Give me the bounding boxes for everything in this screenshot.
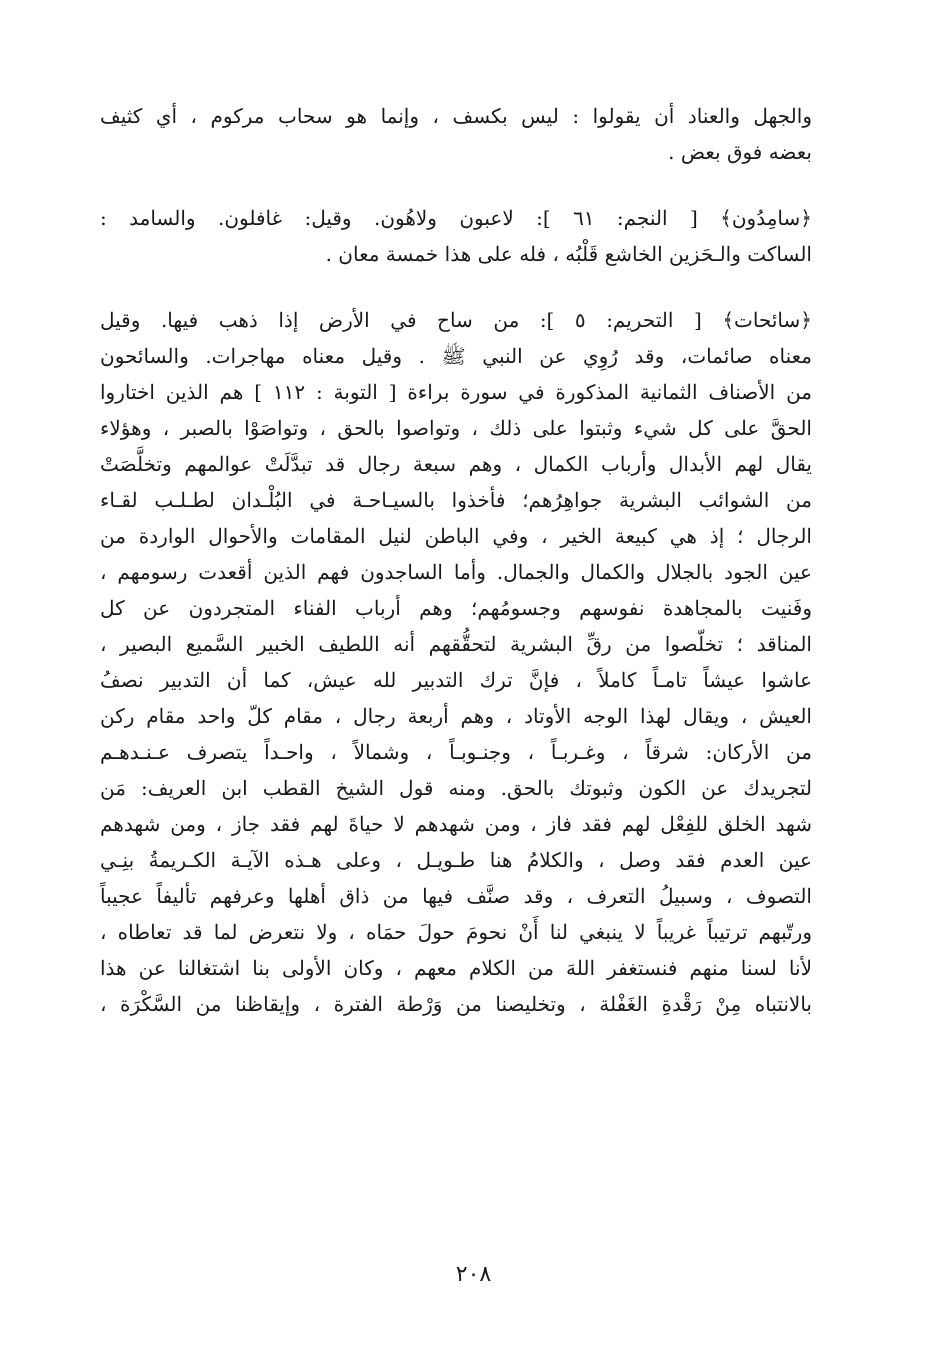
text-line: وفَنيت بالمجاهدة نفوسهم وجسومُهم؛ وهم أرباب الفناء المتجردون عن كل — [100, 596, 812, 620]
text-line: معناه صائمات، وقد رُوِي عن النبي ﷺ . وقيل معناه مهاجرات. والسائحون — [100, 344, 812, 368]
text-line: التصوف ، وسبيلُ التعرف ، وقد صنَّف فيها من ذاق أهلها وعرفهم تأليفاً عجيباً — [100, 884, 812, 908]
text-line: بالانتباه مِنْ رَقْدةِ الغَفْلة ، وتخليصنا من وَرْطة الفترة ، وإيقاظنا من السَّكْرَة ، — [100, 992, 812, 1016]
text-line: الرجال ؛ إذ هي كبيعة الخير ، وفي الباطن لنيل المقامات والأحوال الواردة من — [100, 524, 812, 548]
text-line: شهد الخلق للفِعْل لهم فقد فاز ، ومن شهدهم لا حياةَ لهم فقد جاز ، ومن شهدهم — [100, 812, 812, 836]
text-line: ورتّبهم ترتيباً غريباً لا ينبغي لنا أَنْ نحومَ حولَ حمَاه ، ولا نتعرض لما قد تعاطاه ، — [100, 920, 812, 944]
text-line: لأنا لسنا منهم فنستغفر اللهَ من الكلام معهم ، وكان الأولى بنا اشتغالنا عن هذا — [100, 956, 812, 980]
text-line: عين الجود بالجلال والكمال والجمال. وأما الساجدون فهم الذين أقعدت رسومهم ، — [100, 560, 812, 584]
text-line: من الشوائب البشرية جواهِرُهم؛ فأخذوا بالسيـاحـة في البُلْـدان لطـلـب لقـاء — [100, 488, 812, 512]
text-line: والجهل والعناد أن يقولوا : ليس بكسف ، وإنما هو سحاب مركوم ، أي كثيف — [100, 104, 812, 128]
text-line: الحقَّ على كل شيء وثبتوا على ذلك ، وتواصوا بالحق ، وتواصَوْا بالصبر ، وهؤلاء — [100, 416, 812, 440]
text-line: ﴿سائحات﴾ [ التحريم: ٥ ]: من ساح في الأرض إذا ذهب فيها. وقيل — [100, 308, 812, 332]
text-line: من الأركان: شرقاً ، وغـربـاً ، وجنـوبـاً ، وشمالاً ، واحـداً يتصرف عـنـدهـم — [100, 740, 812, 764]
text-line: من الأصناف الثمانية المذكورة في سورة براءة [ التوبة : ١١٢ ] هم الذين اختاروا — [100, 380, 812, 404]
text-line: العيش ، ويقال لهذا الوجه الأوتاد ، وهم أربعة رجال ، مقام كلّ واحد مقام ركن — [100, 704, 812, 728]
body-text — [100, 98, 812, 1022]
text-line: عاشوا عيشاً تامـاً كاملاً ، فإنَّ ترك التدبير لله عيش، كما أن التدبير نصفُ — [100, 668, 812, 692]
paragraph — [100, 200, 812, 272]
text-line: بعضه فوق بعض . — [668, 140, 812, 164]
text-line: يقال لهم الأبدال وأرباب الكمال ، وهم سبعة رجال قد تبدَّلَتْ عوالمهم وتخلَّصَتْ — [100, 452, 812, 476]
page-number: ٢٠٨ — [455, 1262, 492, 1287]
text-line: الساكت والـحَزين الخاشع قَلْبُه ، فله على هذا خمسة معان . — [325, 242, 812, 266]
text-line: عين العدم فقد وصل ، والكلامُ هنا طـويـل ، وعلى هـذه الآيـة الكـريمةُ بنِـي — [100, 848, 812, 872]
paragraph — [100, 98, 812, 170]
text-line: ﴿سامِدُون﴾ [ النجم: ٦١ ]: لاعبون ولاهُون. وقيل: غافلون. والسامد : — [100, 206, 812, 230]
text-line: لتجريدك عن الكون وثبوتك بالحق. ومنه قول الشيخ القطب ابن العريف: مَن — [100, 776, 812, 800]
text-line: المناقد ؛ تخلّصوا من رقِّ البشرية لتحقُّقهم أنه اللطيف الخبير السَّميع البصير ، — [100, 632, 812, 656]
paragraph — [100, 302, 812, 1022]
